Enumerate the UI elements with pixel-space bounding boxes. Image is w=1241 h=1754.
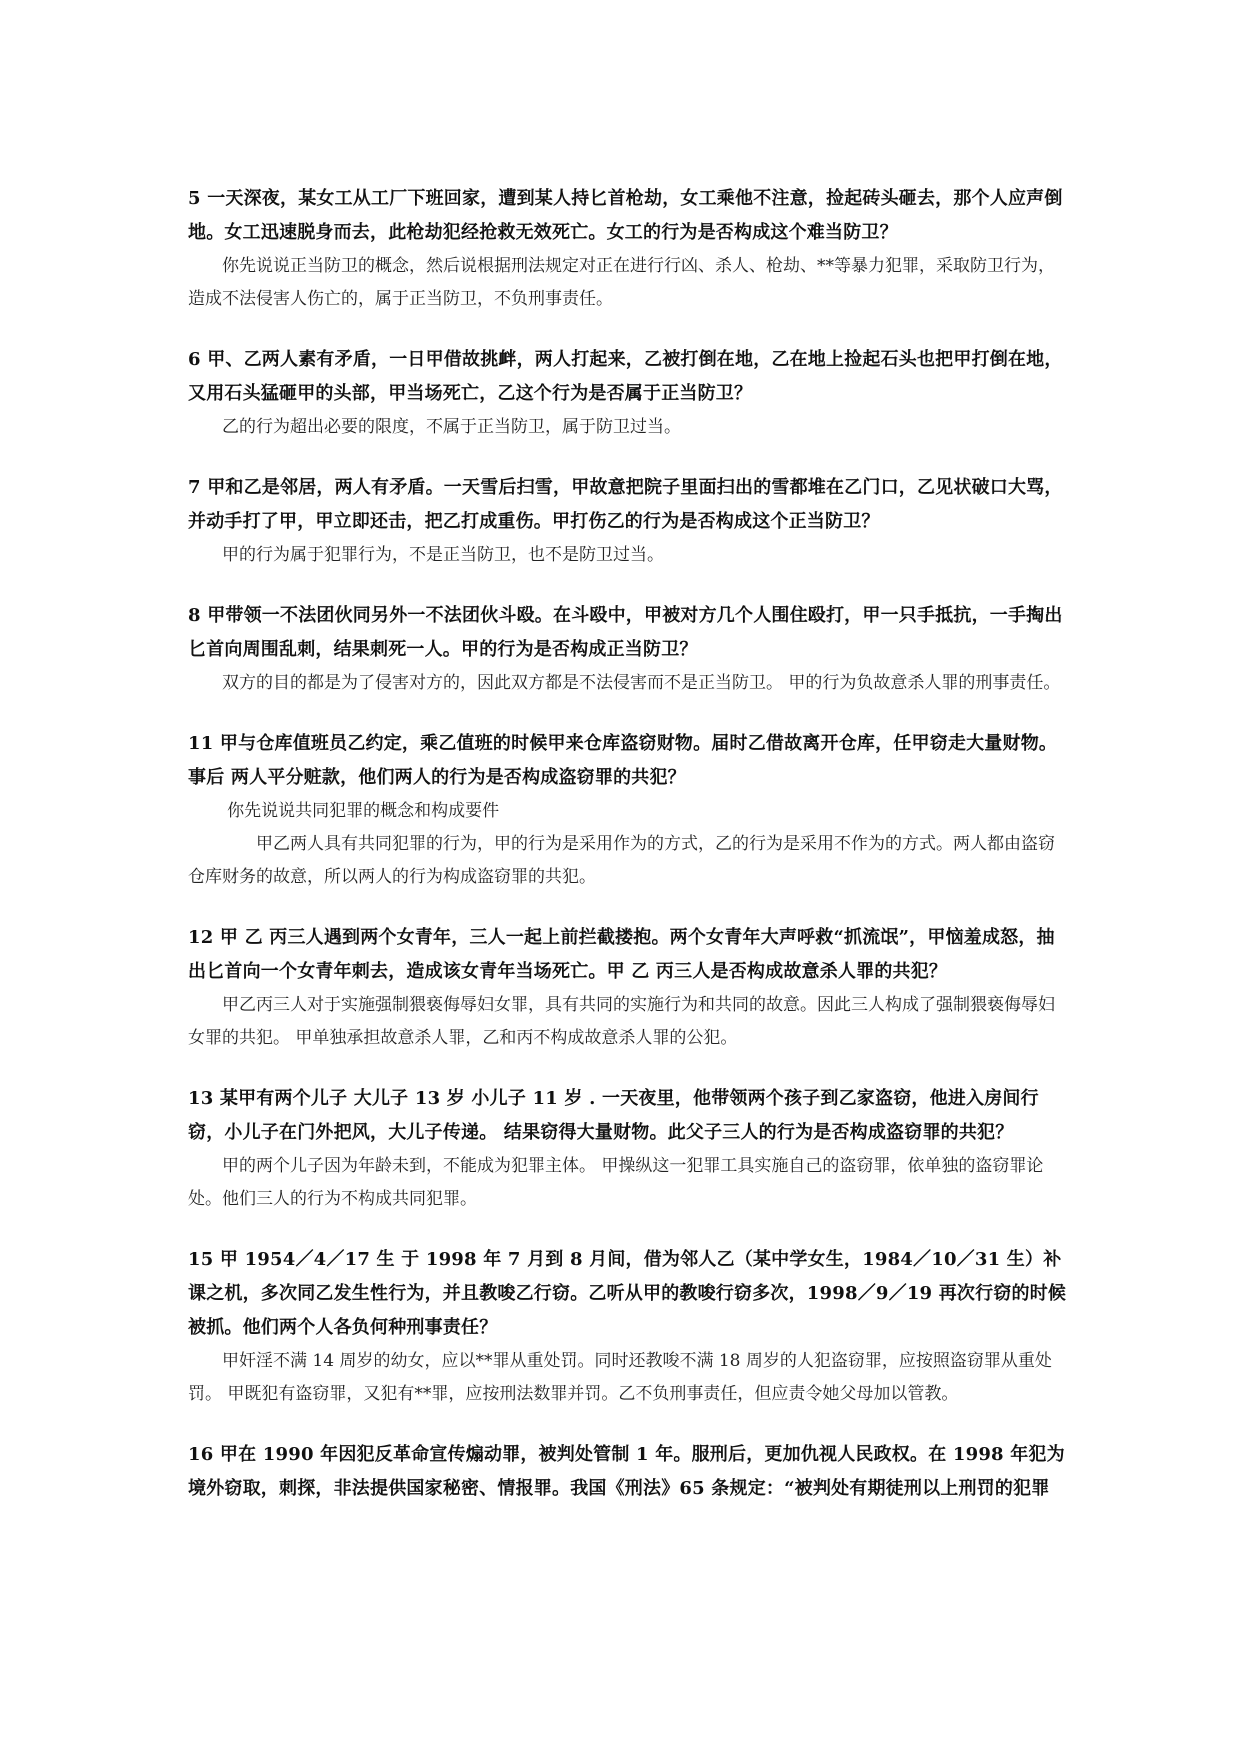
- qa-item-12: [188, 921, 1068, 1055]
- qa-item-5: [188, 182, 1068, 316]
- qa-item-11: [188, 727, 1068, 894]
- question-text: 7 甲和乙是邻居，两人有矛盾。一天雪后扫雪，甲故意把院子里面扫出的雪都堆在乙门口，乙见状破口大骂，并动手打了甲，甲立即还击，把乙打成重伤。甲打伤乙的行为是否构成这个正当防卫？: [188, 477, 1063, 532]
- qa-item-15: [188, 1243, 1068, 1411]
- document-page: [188, 182, 1068, 1533]
- answer-text: 甲乙两人具有共同犯罪的行为，甲的行为是采用作为的方式，乙的行为是采用不作为的方式。两人都由盗窃仓库财务的故意，所以两人的行为构成盗窃罪的共犯。: [188, 834, 1055, 887]
- question-text: 16 甲在 1990 年因犯反革命宣传煽动罪，被判处管制 1 年。服刑后，更加仇视人民政权。在 1998 年犯为境外窃取，刺探，非法提供国家秘密、情报罪。我国《刑法》65 条规定：“被判处有期徒刑以上刑罚的犯罪: [188, 1444, 1065, 1499]
- question-text: 13 某甲有两个儿子 大儿子 13 岁 小儿子 11 岁 . 一天夜里，他带领两个孩子到乙家盗窃，他进入房间行窃，小儿子在门外把风，大儿子传递。 结果窃得大量财物。此父子三人的行为是否构成盗窃罪的共犯？: [188, 1088, 1039, 1143]
- question-text: 6 甲、乙两人素有矛盾，一日甲借故挑衅，两人打起来，乙被打倒在地，乙在地上捡起石头也把甲打倒在地，又用石头猛砸甲的头部，甲当场死亡，乙这个行为是否属于正当防卫？: [188, 349, 1063, 404]
- answer-text: 甲乙丙三人对于实施强制猥亵侮辱妇女罪，具有共同的实施行为和共同的故意。因此三人构成了强制猥亵侮辱妇女罪的共犯。 甲单独承担故意杀人罪，乙和丙不构成故意杀人罪的公犯。: [188, 995, 1055, 1048]
- question-text: 12 甲 乙 丙三人遇到两个女青年，三人一起上前拦截搂抱。两个女青年大声呼救“抓流氓”，甲恼羞成怒，抽出匕首向一个女青年刺去，造成该女青年当场死亡。甲 乙 丙三人是否构成故意杀人罪的共犯？: [188, 927, 1055, 982]
- question-text: 8 甲带领一不法团伙同另外一不法团伙斗殴。在斗殴中，甲被对方几个人围住殴打，甲一只手抵抗，一手掏出匕首向周围乱刺，结果刺死一人。甲的行为是否构成正当防卫？: [188, 605, 1063, 660]
- answer-text: 乙的行为超出必要的限度，不属于正当防卫，属于防卫过当。: [222, 417, 681, 437]
- qa-item-8: [188, 599, 1068, 700]
- qa-item-13: [188, 1082, 1068, 1216]
- answer-text: 你先说说共同犯罪的概念和构成要件: [227, 801, 500, 821]
- qa-item-6: [188, 343, 1068, 444]
- answer-text: 甲的行为属于犯罪行为，不是正当防卫，也不是防卫过当。: [222, 545, 664, 565]
- answer-text: 你先说说正当防卫的概念，然后说根据刑法规定对正在进行行凶、杀人、枪劫、**等暴力犯罪，采取防卫行为，造成不法侵害人伤亡的，属于正当防卫，不负刑事责任。: [188, 256, 1055, 309]
- question-text: 5 一天深夜，某女工从工厂下班回家，遭到某人持匕首枪劫，女工乘他不注意，捡起砖头砸去，那个人应声倒地。女工迅速脱身而去，此枪劫犯经抢救无效死亡。女工的行为是否构成这个难当防卫？: [188, 188, 1063, 243]
- answer-text: 甲的两个儿子因为年龄未到，不能成为犯罪主体。 甲操纵这一犯罪工具实施自己的盗窃罪，依单独的盗窃罪论处。他们三人的行为不构成共同犯罪。: [188, 1156, 1044, 1209]
- question-text: 11 甲与仓库值班员乙约定，乘乙值班的时候甲来仓库盗窃财物。届时乙借故离开仓库，任甲窃走大量财物。事后 两人平分赃款，他们两人的行为是否构成盗窃罪的共犯？: [188, 733, 1058, 788]
- answer-text: 甲奸淫不满 14 周岁的幼女，应以**罪从重处罚。同时还教唆不满 18 周岁的人犯盗窃罪，应按照盗窃罪从重处罚。 甲既犯有盗窃罪，又犯有**罪，应按刑法数罪并罚。乙不负刑事责任，但应责令她父母加以管教。: [188, 1351, 1052, 1404]
- qa-item-7: [188, 471, 1068, 572]
- qa-item-16: [188, 1438, 1068, 1506]
- question-text: 15 甲 1954／4／17 生 于 1998 年 7 月到 8 月间，借为邻人乙（某中学女生，1984／10／31 生）补课之机，多次同乙发生性行为，并且教唆乙行窃。乙听从甲的教唆行窃多次，1998／9／19 再次行窃的时候被抓。他们两个人各负何种刑事责任？: [188, 1249, 1067, 1338]
- answer-text: 双方的目的都是为了侵害对方的，因此双方都是不法侵害而不是正当防卫。 甲的行为负故意杀人罪的刑事责任。: [222, 673, 1061, 693]
